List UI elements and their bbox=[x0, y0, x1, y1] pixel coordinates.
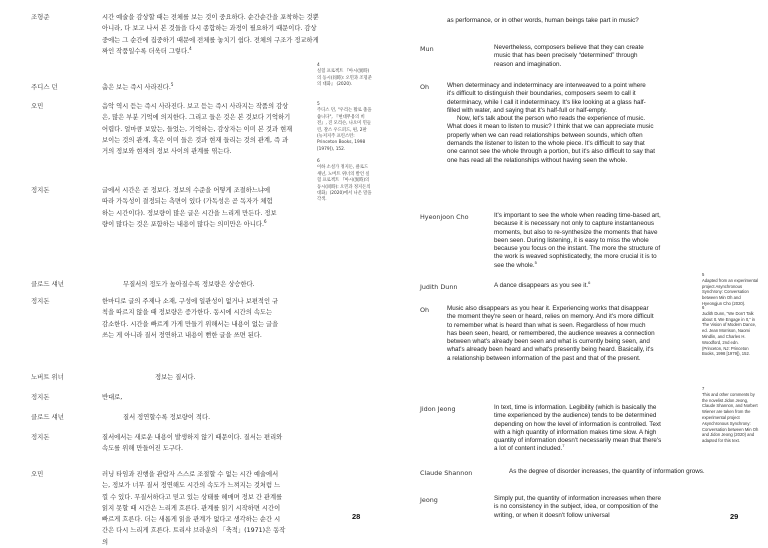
speaker-name: 오민 bbox=[31, 470, 44, 478]
footnote-ref: 4 bbox=[189, 45, 192, 51]
footnote-number: 5 bbox=[317, 102, 320, 107]
speech-text: 음악 역시 듣는 즉시 사라진다. 보고 듣는 즉시 사라지는 작품의 감상은, 많은 부분 기억에 의지한다. 그리고 들은 것은 본 것보다 기억하기 어렵다. 얼마큼 보았는, 들었는, 기억하는, 감상자는 이미 본 것과 현재 보이는 것의 관계, 혹은 이미 들은 것과 현재 들리는 것의 관계, 즉 과거의 정보와 현재의 정보 사이의 관계를 엮는다. bbox=[102, 103, 293, 156]
footnote-number: 6 bbox=[702, 305, 705, 310]
speech-text: 질서에서는 새로운 내용이 발생하지 않기 때문이다. 질서는 편리와 속도를 위해 만들어진 도구다. bbox=[102, 434, 283, 453]
speech-text: In text, time is information. Legibility (which is basically the time experienced by the audience) tends to be determined depending on how the level of information is controlled. Text with a high quantity of information makes time slow. A high quantity of information doesn't necessarily mean that there's a lot of content included.$^7$ bbox=[494, 404, 662, 453]
paragraph: When determinacy and indeterminacy are interweaved to a point where it's difficult to distinguish their boundaries, composers seem to call it determinacy, while I call it indeterminacy. It's like looking at a glass half-filled with water, and saying that it's half-full or half-empty. bbox=[447, 82, 646, 114]
footnote-ref: 5 bbox=[534, 259, 537, 265]
page-number: 28 bbox=[352, 512, 361, 521]
speech-text: It's important to see the whole when reading time-based art, because it is necessary not only to capture instantaneous moments, but also to re-synthesize the moments that have been seen. During listening, it is easy to miss the whole because you focus on the instant. The more the structure of the work is weaved sophisticatedly, the more crucial it is to see the whole.$^5$ bbox=[494, 212, 661, 269]
speech-text bbox=[494, 44, 658, 69]
speaker-name: Jidon Jeong bbox=[420, 405, 456, 413]
speaker-name: 주디스 던 bbox=[31, 83, 58, 91]
speech-text bbox=[509, 468, 717, 476]
speaker-name: Claude Shannon bbox=[420, 469, 473, 477]
speaker-name: 정지돈 bbox=[31, 393, 50, 401]
speaker-name: 정지돈 bbox=[31, 433, 50, 441]
paragraph: Simply put, the quantity of information increases when there is no consistency in the subject, idea, or composition of the writing, or when it doesn't follow universal bbox=[494, 495, 661, 519]
footnote bbox=[317, 102, 373, 153]
speech-text: 질서 정연할수록 정보량이 적다. bbox=[123, 414, 211, 421]
speaker-name: Judith Dunn bbox=[420, 283, 458, 291]
speaker-name: 클로드 섀넌 bbox=[31, 413, 64, 421]
footnote-text: 실험 프로젝트 『아시(異時)의 동시(同時): 오민과 조형준의 대화』 (2020). bbox=[317, 69, 372, 88]
footnote bbox=[702, 305, 760, 357]
speech-text bbox=[447, 305, 655, 363]
speech-text: 정보는 질서다. bbox=[155, 374, 196, 381]
footnote-number: 6 bbox=[317, 159, 320, 164]
speech-text: 춤은 보는 즉시 사라진다.$^5$ bbox=[102, 81, 174, 91]
speech-text: 시간 예술을 감상할 때는 전체를 보는 것이 중요하다. 순간순간을 포착하는 것뿐 아니라, 다 보고 나서 본 것들을 다시 종합하는 과정이 필요하기 때문이다. 감상 중에는 그 순간에 집중하기 때문에 전체를 놓치기 쉽다. 전체의 구조가 정교하게 짜인 작품일수록 더욱더 그렇다.$^4$ bbox=[102, 14, 319, 55]
footnote-ref: 6 bbox=[588, 279, 591, 285]
speaker-name: 오민 bbox=[31, 102, 44, 110]
speaker-name: 조형준 bbox=[31, 13, 50, 21]
paragraph: Music also disappears as you hear it. Experiencing works that disappear the moment they're seen or heard, relies on memory. And it's more difficult to remember what is heard than what is seen. Regardless of how much has been seen, heard, or remembered, the audience weaves a connection between what's already been seen and what is currently being seen, and what's already been heard and what's presently being heard. Basically, it's a relationship between information of the past and that of the present. bbox=[447, 305, 655, 362]
footnote-text: 이하 소설가 정지돈, 클로드 섀넌, 노버트 위너의 발언 실험 프로젝트 『아시(異時)의 동시(同時): 오민과 정지돈의 대화』(2020)에서 나온 말을 각색. bbox=[317, 165, 372, 203]
footnote-ref: 5 bbox=[170, 81, 174, 87]
speech-text: 무질서의 정도가 높아질수록 정보량은 상승한다. bbox=[123, 281, 255, 288]
speaker-name: Oh bbox=[420, 306, 430, 314]
speaker-name: 클로드 섀넌 bbox=[31, 280, 64, 288]
speaker-name: 정지돈 bbox=[31, 186, 50, 194]
footnote bbox=[702, 272, 760, 307]
speech-text: A dance disappears as you see it.$^6$ bbox=[494, 279, 591, 289]
footnote bbox=[702, 386, 760, 444]
footnote-number: 7 bbox=[702, 386, 705, 391]
footnote bbox=[317, 159, 373, 204]
footnote-text: Judith Dunn, “We Don't Talk about It. We Engage in It,” in The Vision of Modern Dance, ed. Jean Morrison, Naomi Mindlin, and Charles H. Woodford, 2nd edn. (Princeton, NJ: Princeton Books, 1998 [1979]), 152. bbox=[702, 310, 757, 357]
footnote-number: 4 bbox=[317, 63, 320, 68]
page-number: 29 bbox=[730, 512, 739, 521]
speech-text bbox=[494, 495, 664, 520]
speaker-name: 정지돈 bbox=[31, 297, 50, 305]
speaker-name: Jeong bbox=[420, 496, 438, 504]
paragraph: As the degree of disorder increases, the quantity of information grows. bbox=[509, 468, 705, 475]
speech-text bbox=[447, 82, 655, 165]
speech-text: 러닝 타임과 진행을 관람자 스스로 조절할 수 없는 시간 예술에서는, 정보가 너무 질서 정연해도 시간의 속도가 느껴지는 것처럼 느낄 수 있다. 무질서하다고 믿고 있는 상태를 헤매며 정보 간 관계를 읽지 못할 때 시간은 느리게 흐른다. 관계를 읽기 시작하면 시간이 빠르게 흐른다. 더는 새롭게 읽을 관계가 없다고 생각하는 순간 시간은 다시 느리게 흐른다. 트리샤 브라운의 「축적」(1971)은 동작의 bbox=[102, 471, 286, 546]
speech-text: 반대로, bbox=[102, 394, 123, 401]
footnote-number: 5 bbox=[702, 272, 705, 277]
right-page bbox=[384, 0, 768, 542]
speech-text: 한마디로 글의 주제나 소재, 구성에 일관성이 없거나 보편적인 규칙을 따르지 않을 때 정보량은 증가한다. 동시에 시간의 속도는 감소한다. 시간을 빠르게 가게 만들기 위해서는 내용이 없는 글을 쓰는 게 아니라 질서 정연하고 내용이 뻔한 글을 쓰면 된다. bbox=[102, 298, 279, 339]
speaker-name: Hyeonjoon Cho bbox=[420, 213, 469, 221]
speaker-name: Oh bbox=[420, 83, 430, 91]
footnote-ref: 6 bbox=[264, 218, 267, 224]
speaker-name: 노버트 위너 bbox=[31, 373, 64, 381]
paragraph: Nevertheless, composers believe that they can create music that has been precisely “determined” through reason and imagination. bbox=[494, 44, 644, 68]
speech-text: 글에서 시간은 곧 정보다. 정보의 수준을 어떻게 조절하느냐에 따라 가독성이 결정되는 측면이 있다 (가독성은 곧 독자가 체험하는 시간이다). 정보량이 많은 글은 시간을 느리게 만든다. 정보량이 많다는 것은 포함하는 내용이 많다는 의미만은 아니다.$^6$ bbox=[102, 187, 277, 228]
opening-text: as performance, or in other words, human beings take part in music? bbox=[447, 17, 639, 24]
footnote-ref: 7 bbox=[562, 443, 565, 449]
left-page bbox=[0, 0, 384, 546]
footnote bbox=[317, 63, 373, 89]
paragraph: Now, let's talk about the person who reads the experience of music. What does it mean to listen to music? I think that we can appreciate music properly when we can read relationships between sounds, which often demands the listener to listen to the whole piece. It's difficult to say that one cannot see the whole through a portion, but it's also difficult to say that one has read all the relationships without having seen the whole. bbox=[447, 115, 655, 164]
footnote-text: Adapted from an experimental project Asynchronous Synchrony: Conversation between Min Oh and Hyeongjun Cho (2020). bbox=[702, 277, 759, 306]
footnote-text: 주디스 던, "우리는 활로 춤을 씁니다", 『현대무용의 비전』, 진 모리슨, 나오미 민들린, 찰스 우드퍼드, 편, 2판 (뉴저지주 프린스턴: Princeton Books, 1998 [1979]), 152. bbox=[317, 108, 372, 152]
footnote-text: This and other comments by the novelist Jidon Jeong, Claude Shannon, and Norbert Wiener are taken from the experimental project Asynchronous Synchrony: Conversation between Min Oh and Jidon Jeong (2020) and adapted for this text. bbox=[702, 391, 759, 444]
speaker-name: Mun bbox=[420, 45, 434, 53]
